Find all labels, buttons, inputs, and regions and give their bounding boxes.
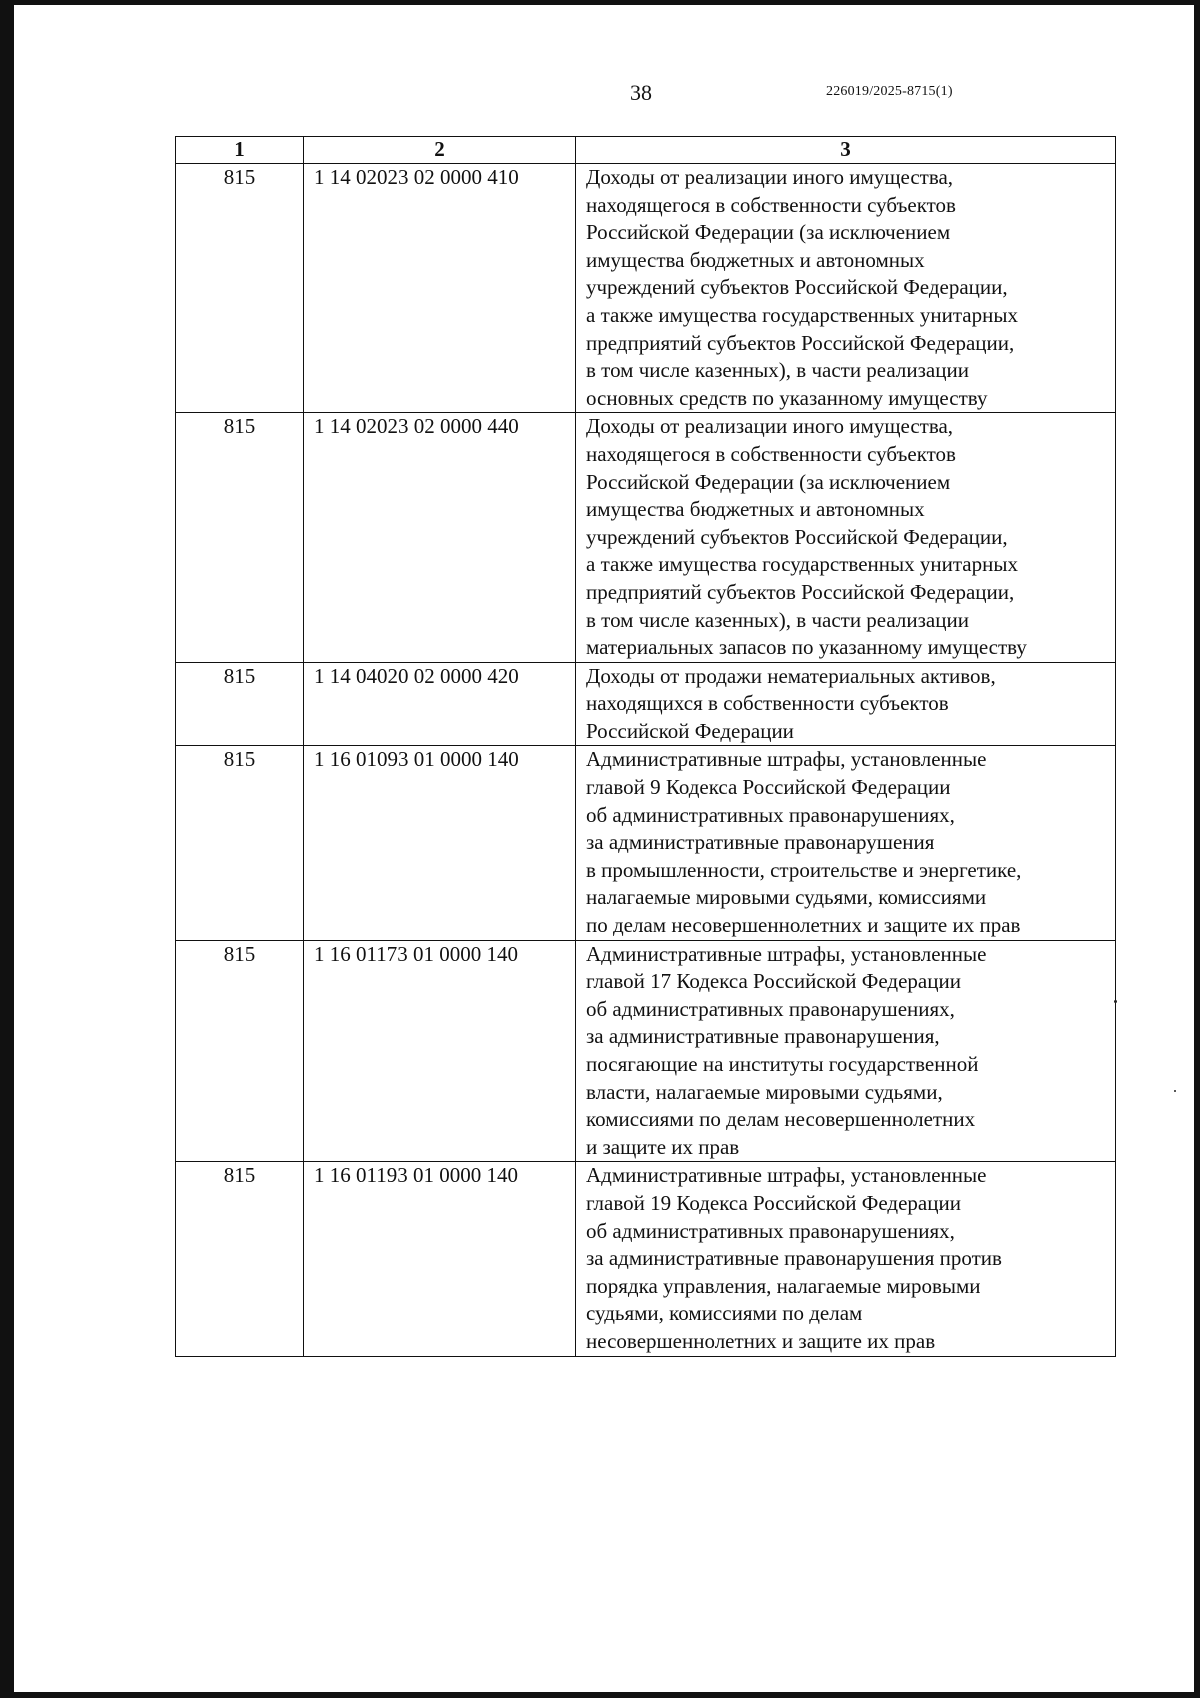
table-header <box>176 137 1116 164</box>
cell-budget-classification-code <box>304 413 576 662</box>
description-line: главой 19 Кодекса Российской Федерации <box>586 1190 961 1215</box>
description-line: и защите их прав <box>586 1134 740 1159</box>
description-line: в том числе казенных), в части реализации <box>586 358 969 383</box>
description-line: учреждений субъектов Российской Федерации, <box>586 275 1008 300</box>
description-line: Административные штрафы, установленные <box>586 941 987 966</box>
description-line: учреждений субъектов Российской Федерации, <box>586 524 1008 549</box>
table-header-row <box>176 137 1116 164</box>
description-line: предприятий субъектов Российской Федерации, <box>586 579 1015 604</box>
description-line: Доходы от реализации иного имущества, <box>586 165 954 189</box>
description-line: за административные правонарушения, <box>586 1024 940 1049</box>
description-line: имущества бюджетных и автономных <box>586 497 925 522</box>
description-line: главой 17 Кодекса Российской Федерации <box>586 969 961 994</box>
description-line: комиссиями по делам несовершеннолетних <box>586 1107 976 1132</box>
description-line: об административных правонарушениях, <box>586 1218 955 1243</box>
budget-classification-code-text: 1 14 02023 02 0000 440 <box>314 414 519 439</box>
revenue-codes-table <box>175 136 1116 1357</box>
budget-classification-code-text: 1 16 01193 01 0000 140 <box>314 1163 518 1188</box>
cell-budget-classification-code <box>304 746 576 940</box>
admin-code-text: 815 <box>223 414 256 439</box>
column-header-3: 3 <box>576 137 1116 164</box>
table-row <box>176 413 1116 662</box>
description-line: власти, налагаемые мировыми судьями, <box>586 1079 943 1104</box>
scan-speck <box>1174 1090 1176 1092</box>
page-number: 38 <box>630 80 652 105</box>
description-line: а также имущества государственных унитарных <box>586 302 1018 327</box>
description-line: а также имущества государственных унитарных <box>586 552 1018 577</box>
document-code: 226019/2025-8715(1) <box>826 84 953 99</box>
description-line: об административных правонарушениях, <box>586 996 955 1021</box>
cell-revenue-description <box>576 413 1116 662</box>
description-line: налагаемые мировыми судьями, комиссиями <box>586 885 987 910</box>
description-line: по делам несовершеннолетних и защите их прав <box>586 913 1021 938</box>
admin-code-text: 815 <box>223 165 256 189</box>
cell-budget-classification-code <box>304 662 576 746</box>
cell-admin-code <box>176 940 304 1162</box>
cell-admin-code <box>176 746 304 940</box>
cell-budget-classification-code <box>304 940 576 1162</box>
description-line: судьями, комиссиями по делам <box>586 1301 863 1326</box>
description-line: Российской Федерации (за исключением <box>586 469 951 494</box>
admin-code-text: 815 <box>223 941 256 966</box>
cell-revenue-description <box>576 164 1116 413</box>
description-line: главой 9 Кодекса Российской Федерации <box>586 775 951 800</box>
cell-admin-code <box>176 1162 304 1356</box>
cell-admin-code <box>176 413 304 662</box>
description-line: за административные правонарушения <box>586 830 935 855</box>
description-line: имущества бюджетных и автономных <box>586 247 925 272</box>
description-line: находящихся в собственности субъектов <box>586 691 949 716</box>
cell-revenue-description <box>576 1162 1116 1356</box>
cell-revenue-description <box>576 940 1116 1162</box>
description-line: порядка управления, налагаемые мировыми <box>586 1273 981 1298</box>
cell-admin-code <box>176 164 304 413</box>
cell-budget-classification-code <box>304 1162 576 1356</box>
description-line: материальных запасов по указанному имуществу <box>586 635 1027 660</box>
budget-classification-code-text: 1 16 01173 01 0000 140 <box>314 941 518 966</box>
column-header-1: 1 <box>176 137 304 164</box>
budget-classification-code-text: 1 16 01093 01 0000 140 <box>314 747 519 772</box>
description-line: несовершеннолетних и защите их прав <box>586 1328 936 1353</box>
description-line: Российской Федерации (за исключением <box>586 220 951 245</box>
column-header-2: 2 <box>304 137 576 164</box>
table-row <box>176 746 1116 940</box>
table-body <box>176 164 1116 1357</box>
budget-classification-code-text: 1 14 04020 02 0000 420 <box>314 663 519 688</box>
description-line: в промышленности, строительстве и энергетике, <box>586 857 1022 882</box>
admin-code-text: 815 <box>223 663 256 688</box>
admin-code-text: 815 <box>223 747 256 772</box>
description-line: Доходы от продажи нематериальных активов, <box>586 663 996 688</box>
description-line: Административные штрафы, установленные <box>586 747 987 772</box>
cell-admin-code <box>176 662 304 746</box>
budget-classification-code-text: 1 14 02023 02 0000 410 <box>314 165 519 189</box>
description-line: за административные правонарушения против <box>586 1246 1002 1271</box>
table-row <box>176 662 1116 746</box>
description-line: в том числе казенных), в части реализации <box>586 607 969 632</box>
description-line: основных средств по указанному имуществу <box>586 385 988 410</box>
description-line: находящегося в собственности субъектов <box>586 441 956 466</box>
description-line: посягающие на институты государственной <box>586 1052 979 1076</box>
table-row <box>176 1162 1116 1356</box>
description-line: об административных правонарушениях, <box>586 802 955 827</box>
description-line: Доходы от реализации иного имущества, <box>586 414 954 439</box>
admin-code-text: 815 <box>223 1163 256 1188</box>
cell-revenue-description <box>576 746 1116 940</box>
description-line: находящегося в собственности субъектов <box>586 192 956 217</box>
scan-speck <box>1114 1000 1117 1003</box>
cell-budget-classification-code <box>304 164 576 413</box>
cell-revenue-description <box>576 662 1116 746</box>
description-line: Российской Федерации <box>586 718 794 743</box>
table-row <box>176 940 1116 1162</box>
table-row <box>176 164 1116 413</box>
description-line: предприятий субъектов Российской Федерации, <box>586 330 1015 355</box>
description-line: Административные штрафы, установленные <box>586 1163 987 1188</box>
